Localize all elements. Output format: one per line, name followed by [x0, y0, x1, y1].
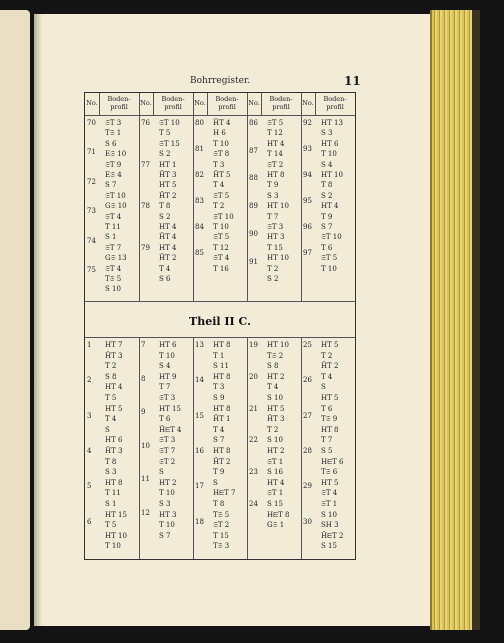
profile-entry: ĤT 4	[213, 119, 231, 127]
profile-entry: HT 4	[159, 243, 177, 252]
profile-entry: HT 5	[105, 404, 123, 413]
profile-entry: S 1	[105, 233, 117, 242]
profile-entry: HT 3	[267, 233, 285, 242]
profile-entry: S	[213, 478, 218, 487]
profile-entry: ĤT 2	[213, 457, 231, 466]
profile-entry: S 7	[213, 436, 225, 445]
header-rule	[85, 115, 355, 116]
profile-entry: 𝔖T 10	[105, 191, 126, 200]
profile-entry: HT 5	[267, 404, 285, 413]
profile-entry: T 5	[159, 129, 171, 138]
bore-number: 10	[141, 441, 150, 450]
profile-entry: T 10	[159, 489, 175, 498]
bore-number: 7	[141, 341, 146, 349]
profile-entry: HT 6	[321, 139, 339, 148]
profile-entry: T 12	[267, 129, 283, 138]
profile-entry: T 10	[321, 264, 337, 273]
column-divider	[139, 93, 140, 301]
bore-number: 90	[249, 229, 258, 238]
profile-entry: S 7	[105, 181, 117, 190]
profile-entry: HT 10	[321, 171, 343, 179]
profile-entry: T 6	[321, 243, 333, 252]
profile-entry: T 8	[321, 181, 333, 190]
profile-entry: ĤT 5	[213, 171, 231, 179]
bore-number: 84	[195, 223, 204, 231]
bore-number: 73	[87, 207, 96, 216]
bore-number: 9	[141, 408, 146, 417]
profile-entry: ĤT 2	[321, 362, 339, 371]
profile-entry: S 15	[267, 500, 283, 508]
profile-entry: HT 9	[159, 372, 177, 381]
profile-entry: T 10	[105, 542, 121, 551]
profile-entry: HT 10	[267, 202, 289, 211]
bore-number: 12	[141, 508, 150, 517]
bore-number: 71	[87, 148, 96, 157]
column-divider	[247, 93, 248, 301]
header-profile: Boden- profil	[323, 95, 347, 111]
profile-entry: S 10	[321, 510, 337, 519]
bore-number: 80	[195, 119, 204, 127]
bore-number: 11	[141, 475, 150, 484]
profile-entry: HT 13	[321, 119, 343, 127]
profile-entry: S 2	[159, 150, 171, 159]
profile-entry: HᗴT 8	[267, 510, 290, 519]
profile-entry: T 11	[105, 489, 121, 498]
profile-entry: 𝔖T 1	[267, 489, 284, 498]
profile-entry: T 2	[213, 202, 225, 211]
bore-number: 83	[195, 197, 204, 205]
profile-entry: G𝔖 10	[105, 202, 127, 211]
profile-entry: 𝔖T 3	[159, 436, 176, 445]
profile-entry: HT 4	[105, 383, 123, 392]
bore-register-table	[84, 92, 356, 560]
profile-entry: ĤT 3	[159, 171, 177, 179]
profile-entry: 𝔖T 5	[213, 191, 230, 200]
profile-entry: 𝔖T 4	[105, 264, 122, 273]
profile-entry: S 6	[159, 275, 171, 283]
profile-entry: T 2	[105, 362, 117, 371]
left-page-edge	[0, 10, 30, 630]
bore-number: 8	[141, 374, 146, 383]
profile-entry: S 3	[105, 468, 117, 477]
section-title: Theil II C.	[189, 315, 251, 328]
profile-entry: T 3	[213, 383, 225, 392]
profile-entry: 𝔖T 2	[159, 457, 176, 466]
bore-number: 25	[303, 341, 312, 349]
profile-entry: T 9	[321, 212, 333, 221]
profile-entry: T 10	[213, 139, 229, 148]
section-rule	[85, 337, 355, 338]
header-profile: Boden- profil	[269, 95, 293, 111]
profile-entry: SH 3	[321, 521, 339, 530]
header-no: No.	[194, 99, 206, 107]
profile-entry: T𝔖 1	[105, 129, 122, 138]
profile-entry: HT 2	[267, 372, 285, 381]
bore-number: 29	[303, 482, 312, 491]
bore-number: 95	[303, 197, 312, 205]
profile-entry: HT 5	[159, 181, 177, 190]
profile-entry: S	[105, 425, 110, 434]
profile-entry: T 7	[267, 212, 279, 221]
profile-entry: T 2	[267, 425, 279, 434]
bore-number: 5	[87, 482, 92, 491]
profile-entry: T 4	[159, 264, 171, 273]
profile-entry: 𝔖T 5	[267, 119, 284, 127]
profile-entry: T 5	[105, 394, 117, 402]
column-divider	[301, 337, 302, 559]
profile-entry: S	[159, 468, 164, 477]
profile-entry: T 15	[267, 243, 283, 252]
profile-entry: S 4	[159, 362, 171, 371]
profile-entry: ĤᗴT 2	[321, 531, 344, 540]
profile-entry: T 5	[105, 521, 117, 530]
header-profile: Boden- profil	[215, 95, 239, 111]
profile-entry: S 3	[159, 500, 171, 508]
profile-entry: 𝔖T 1	[267, 457, 284, 466]
profile-entry: HᗴT 7	[213, 489, 236, 498]
bore-number: 76	[141, 119, 150, 127]
bore-number: 82	[195, 171, 204, 179]
profile-entry: T𝔖 2	[267, 351, 284, 360]
header-no: No.	[248, 99, 260, 107]
profile-entry: HT 5	[321, 394, 339, 402]
bore-number: 91	[249, 257, 258, 266]
profile-entry: T 7	[159, 383, 171, 392]
profile-entry: 𝔖T 4	[321, 489, 338, 498]
column-divider	[247, 337, 248, 559]
header-profile: Boden- profil	[107, 95, 131, 111]
profile-entry: HT 8	[213, 372, 231, 381]
profile-entry: T 14	[267, 150, 283, 159]
header-no: No.	[140, 99, 152, 107]
profile-entry: T𝔖 5	[213, 510, 230, 519]
profile-entry: T𝔖 9	[321, 415, 338, 424]
profile-entry: HT 2	[159, 478, 177, 487]
page-edges	[430, 10, 474, 630]
bore-number: 19	[249, 341, 258, 349]
profile-entry: 𝔖T 5	[321, 254, 338, 263]
profile-entry: 𝔖T 5	[213, 233, 230, 242]
profile-entry: 𝔖T 7	[159, 447, 176, 455]
profile-entry: T 4	[213, 425, 225, 434]
profile-entry: S 1	[105, 500, 117, 508]
bore-number: 20	[249, 372, 258, 381]
profile-entry: S 10	[105, 285, 121, 294]
profile-entry: E𝔖 4	[105, 171, 122, 179]
bore-number: 26	[303, 376, 312, 385]
profile-entry: S 10	[267, 394, 283, 402]
column-divider	[193, 93, 194, 301]
bore-number: 89	[249, 202, 258, 211]
profile-entry: T 4	[267, 383, 279, 392]
bore-number: 28	[303, 447, 312, 455]
profile-entry: S 6	[105, 139, 117, 148]
profile-entry: ĤT 3	[105, 447, 123, 455]
profile-entry: ĤT 3	[267, 415, 285, 424]
profile-entry: HT 3	[159, 510, 177, 519]
profile-entry: S 3	[321, 129, 333, 138]
profile-entry: S 8	[105, 372, 117, 381]
profile-entry: T 2	[321, 351, 333, 360]
bore-number: 97	[303, 249, 312, 257]
bore-number: 96	[303, 223, 312, 231]
profile-entry: 𝔖T 3	[159, 394, 176, 402]
profile-entry: 𝔖T 10	[213, 212, 234, 221]
profile-entry: 𝔖T 9	[105, 160, 122, 169]
profile-entry: T 2	[267, 264, 279, 273]
bore-number: 3	[87, 411, 92, 420]
profile-entry: HT 7	[105, 341, 123, 349]
profile-entry: G𝔖 13	[105, 254, 127, 263]
bore-number: 74	[87, 236, 96, 245]
profile-entry: S 16	[267, 468, 283, 477]
profile-entry: T 6	[321, 404, 333, 413]
page-number: 11	[344, 74, 361, 88]
profile-entry: G𝔖 1	[267, 521, 285, 530]
bore-number: 85	[195, 249, 204, 257]
book-cover-edge	[472, 10, 480, 630]
profile-entry: T 10	[213, 223, 229, 231]
profile-entry: S 2	[321, 191, 333, 200]
bore-number: 13	[195, 341, 204, 349]
profile-entry: T 9	[213, 468, 225, 477]
profile-entry: T 8	[159, 202, 171, 211]
bore-number: 6	[87, 517, 92, 526]
profile-entry: T 4	[213, 181, 225, 190]
bore-number: 24	[249, 500, 258, 508]
bore-number: 1	[87, 341, 92, 349]
profile-entry: S 7	[321, 223, 333, 231]
profile-entry: T 3	[213, 160, 225, 169]
profile-entry: ĤT 3	[105, 351, 123, 360]
profile-entry: ĤᗴT 4	[159, 425, 182, 434]
profile-entry: E𝔖 10	[105, 150, 127, 159]
header-no: No.	[86, 99, 98, 107]
profile-entry: S 4	[321, 160, 333, 169]
profile-entry: T 10	[159, 351, 175, 360]
bore-number: 16	[195, 447, 204, 455]
profile-entry: HT 8	[321, 425, 339, 434]
bore-number: 78	[141, 202, 150, 211]
profile-entry: HT 4	[267, 139, 285, 148]
bore-number: 94	[303, 171, 312, 179]
profile-entry: HT 10	[267, 254, 289, 263]
profile-entry: T 16	[213, 264, 229, 273]
profile-entry: 𝔖T 10	[159, 119, 180, 127]
profile-entry: T 12	[213, 243, 229, 252]
profile-entry: 𝔖T 2	[267, 160, 284, 169]
header-no: No.	[302, 99, 314, 107]
bore-number: 2	[87, 376, 92, 385]
profile-entry: S 10	[267, 436, 283, 445]
profile-entry: T 4	[321, 372, 333, 381]
profile-entry: HT 8	[267, 171, 285, 179]
profile-entry: HT 4	[321, 202, 339, 211]
profile-entry: HT 8	[213, 404, 231, 413]
profile-entry: 𝔖T 10	[321, 233, 342, 242]
bore-number: 21	[249, 404, 258, 413]
profile-entry: T 8	[105, 457, 117, 466]
bore-number: 70	[87, 119, 96, 127]
profile-entry: T 11	[105, 223, 121, 231]
column-divider	[139, 337, 140, 559]
profile-entry: HT 8	[213, 341, 231, 349]
profile-entry: HT 6	[159, 341, 177, 349]
profile-entry: T 4	[105, 415, 117, 424]
profile-entry: S 2	[267, 275, 279, 283]
profile-entry: ĤT 2	[159, 191, 177, 200]
bore-number: 27	[303, 411, 312, 420]
profile-entry: HT 8	[105, 478, 123, 487]
profile-entry: T 6	[159, 415, 171, 424]
profile-entry: ĤT 1	[213, 415, 231, 424]
profile-entry: 𝔖T 4	[105, 212, 122, 221]
profile-entry: T 1	[213, 351, 225, 360]
column-divider	[193, 337, 194, 559]
profile-entry: S 7	[159, 531, 171, 540]
column-divider	[301, 93, 302, 301]
bore-number: 23	[249, 468, 258, 477]
profile-entry: T 9	[267, 181, 279, 190]
profile-entry: HT 8	[213, 447, 231, 455]
profile-entry: S 3	[267, 191, 279, 200]
profile-entry: HT 10	[267, 341, 289, 349]
profile-entry: HᗴT 6	[321, 457, 344, 466]
bore-number: 72	[87, 177, 96, 186]
profile-entry: T 10	[321, 150, 337, 159]
profile-entry: HT 6	[105, 436, 123, 445]
bore-number: 88	[249, 174, 258, 183]
profile-entry: H 6	[213, 129, 226, 138]
profile-entry: T𝔖 3	[213, 542, 230, 551]
profile-entry: HT 4	[159, 223, 177, 231]
bore-number: 15	[195, 411, 204, 420]
profile-entry: 𝔖T 7	[105, 243, 122, 252]
profile-entry: T 15	[213, 531, 229, 540]
profile-entry: S	[321, 383, 326, 392]
profile-entry: HT 10	[105, 531, 127, 540]
profile-entry: S 15	[321, 542, 337, 551]
bore-number: 87	[249, 146, 258, 155]
profile-entry: ĤT 2	[159, 254, 177, 263]
header-profile: Boden- profil	[161, 95, 185, 111]
bore-number: 93	[303, 145, 312, 153]
profile-entry: 𝔖T 4	[213, 254, 230, 263]
profile-entry: S 9	[213, 394, 225, 402]
bore-number: 86	[249, 119, 258, 127]
section-rule	[85, 301, 355, 302]
bore-number: 30	[303, 517, 312, 526]
profile-entry: S 11	[213, 362, 229, 371]
page-gutter	[34, 14, 42, 626]
profile-entry: 𝔖T 1	[321, 500, 338, 508]
profile-entry: S 2	[159, 212, 171, 221]
bore-number: 75	[87, 266, 96, 275]
bore-number: 22	[249, 436, 258, 445]
bore-number: 77	[141, 160, 150, 169]
profile-entry: T𝔖 5	[105, 275, 122, 283]
profile-entry: S 8	[267, 362, 279, 371]
profile-entry: 𝔖T 3	[267, 223, 284, 231]
profile-entry: HT 1	[159, 160, 177, 169]
profile-entry: T𝔖 6	[321, 468, 338, 477]
profile-entry: ĤT 4	[159, 233, 177, 242]
bore-number: 18	[195, 517, 204, 526]
profile-entry: HT 4	[267, 478, 285, 487]
bore-number: 92	[303, 119, 312, 127]
running-header: Bohrregister.	[190, 76, 251, 86]
profile-entry: 𝔖T 2	[213, 521, 230, 530]
profile-entry: 𝔖T 15	[159, 139, 180, 148]
profile-entry: 𝔖T 8	[213, 150, 230, 159]
bore-number: 79	[141, 243, 150, 252]
profile-entry: T 8	[213, 500, 225, 508]
profile-entry: T 10	[159, 521, 175, 530]
profile-entry: HT 2	[267, 447, 285, 455]
profile-entry: HT 5	[321, 341, 339, 349]
profile-entry: T 7	[321, 436, 333, 445]
profile-entry: S 5	[321, 447, 333, 455]
bore-number: 4	[87, 447, 92, 455]
bore-number: 81	[195, 145, 204, 153]
profile-entry: HT 5	[321, 478, 339, 487]
profile-entry: HT 15	[159, 404, 181, 413]
profile-entry: 𝔖T 3	[105, 119, 122, 127]
profile-entry: HT 15	[105, 510, 127, 519]
bore-number: 14	[195, 376, 204, 385]
bore-number: 17	[195, 482, 204, 491]
